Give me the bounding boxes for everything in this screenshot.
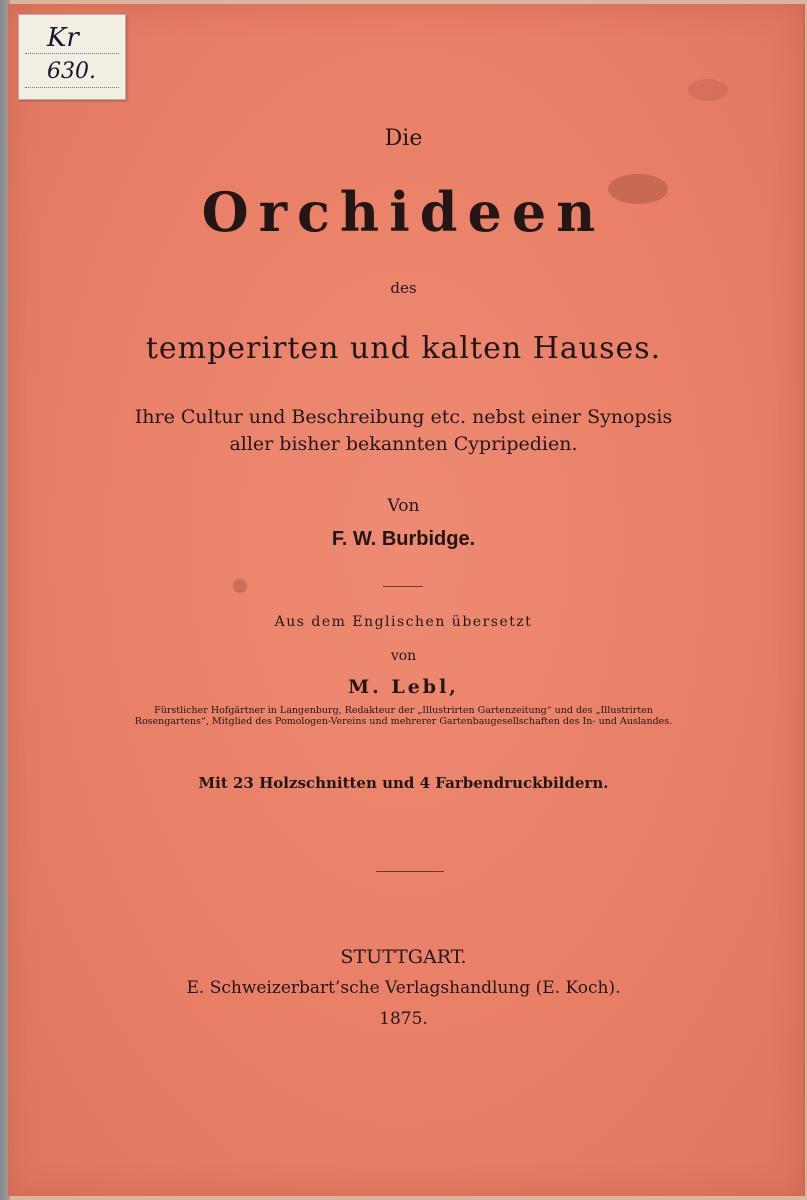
translation-note: Aus dem Englischen übersetzt bbox=[274, 614, 533, 630]
title-subtitle: temperirten und kalten Hauses. bbox=[145, 331, 662, 366]
author-name: F. W. Burbidge. bbox=[331, 528, 476, 550]
library-shelf-label bbox=[18, 14, 126, 100]
stain bbox=[688, 79, 728, 101]
divider-rule bbox=[376, 871, 444, 872]
translation-von: von bbox=[390, 648, 417, 664]
imprint-publisher: E. Schweizerbart’sche Verlagshandlung (E. Koch). bbox=[186, 978, 621, 998]
divider-rule bbox=[383, 586, 423, 587]
shelfmark-line1: Kr bbox=[47, 23, 79, 53]
title-main: Orchideen bbox=[201, 180, 606, 244]
imprint-year: 1875. bbox=[379, 1009, 428, 1029]
translator-name: M. Lebl, bbox=[348, 676, 459, 698]
shelfmark-line2: 630. bbox=[47, 59, 96, 84]
translator-description: Fürstlicher Hofgärtner in Langenburg, Redakteur der „Illustrirten Gartenzeitung“ und des „Illustrirten Rosengartens“, Mitglied des Pomologen-Vereins und mehrerer Gartenbaugesellschaften des In- und Auslandes. bbox=[134, 705, 673, 727]
description-line1: Ihre Cultur und Beschreibung etc. nebst einer Synopsis bbox=[134, 406, 673, 428]
stain bbox=[233, 579, 247, 593]
author-von: Von bbox=[387, 496, 420, 516]
label-rule bbox=[25, 87, 119, 88]
illustrations-note: Mit 23 Holzschnitten und 4 Farbendruckbildern. bbox=[198, 774, 609, 792]
description-line2: aller bisher bekannten Cypripedien. bbox=[229, 433, 578, 455]
imprint-city: STUTTGART. bbox=[340, 946, 467, 968]
title-die: Die bbox=[384, 126, 423, 151]
title-des: des bbox=[390, 279, 417, 297]
label-rule bbox=[25, 53, 119, 54]
